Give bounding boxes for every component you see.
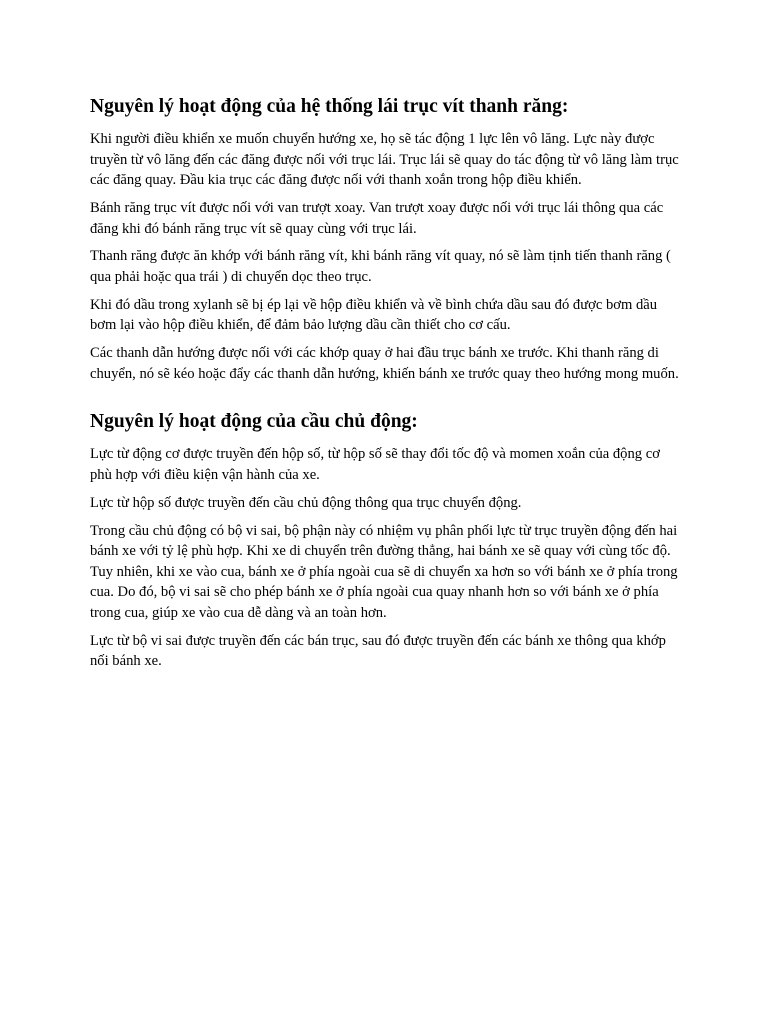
paragraph: Lực từ bộ vi sai được truyền đến các bán trục, sau đó được truyền đến các bánh xe thông qua khớp nối bánh xe. xyxy=(90,632,666,670)
paragraph: Bánh răng trục vít được nối với van trượt xoay. Van trượt xoay được nối với trục lái thông qua các đăng khi đó bánh răng trục vít sẽ quay cùng với trục lái. xyxy=(90,199,664,237)
paragraph: Lực từ động cơ được truyền đến hộp số, từ hộp số sẽ thay đổi tốc độ và momen xoắn của động cơ phù hợp với điều kiện vận hành của xe. xyxy=(90,446,660,484)
section-heading: Nguyên lý hoạt động của hệ thống lái trục vít thanh răng: xyxy=(90,96,569,117)
paragraph: Lực từ hộp số được truyền đến cầu chủ động thông qua trục chuyển động. xyxy=(90,494,522,511)
paragraph: Khi đó dầu trong xylanh sẽ bị ép lại về hộp điều khiển và về bình chứa dầu sau đó được bơm dầu bơm lại vào hộp điều khiển, để đảm bảo lượng dầu cần thiết cho cơ cấu. xyxy=(90,296,658,334)
section-drive-axle xyxy=(90,391,682,672)
section-steering-system xyxy=(90,0,682,384)
document-page xyxy=(90,0,682,679)
section-heading: Nguyên lý hoạt động của cầu chủ động: xyxy=(90,411,418,433)
paragraph: Các thanh dẫn hướng được nối với các khớp quay ở hai đầu trục bánh xe trước. Khi thanh răng di chuyển, nó sẽ kéo hoặc đẩy các thanh dẫn hướng, khiến bánh xe trước quay theo hướng mong muốn. xyxy=(90,345,679,382)
paragraph: Khi người điều khiển xe muốn chuyển hướng xe, họ sẽ tác động 1 lực lên vô lăng. Lực này được truyền từ vô lăng đến các đăng được nối với trục lái. Trục lái sẽ quay do tác động từ vô lăng làm trục các đăng quay. Đầu kia trục các đăng được nối với thanh xoắn trong hộp điều khiển. xyxy=(90,131,679,189)
paragraph: Thanh răng được ăn khớp với bánh răng vít, khi bánh răng vít quay, nó sẽ làm tịnh tiến thanh răng ( qua phải hoặc qua trái ) di chuyển dọc theo trục. xyxy=(90,248,671,285)
paragraph: Trong cầu chủ động có bộ vi sai, bộ phận này có nhiệm vụ phân phối lực từ trục truyền động đến hai bánh xe với tỷ lệ phù hợp. Khi xe di chuyển trên đường thẳng, hai bánh xe sẽ quay với cùng tốc độ. Tuy nhiên, khi xe vào cua, bánh xe ở phía ngoài cua sẽ di chuyển xa hơn so với bánh xe ở phía trong cua. Do đó, bộ vi sai sẽ cho phép bánh xe ở phía ngoài cua quay nhanh hơn so với bánh xe ở phía trong cua, giúp xe vào cua dễ dàng và an toàn hơn. xyxy=(90,522,678,621)
